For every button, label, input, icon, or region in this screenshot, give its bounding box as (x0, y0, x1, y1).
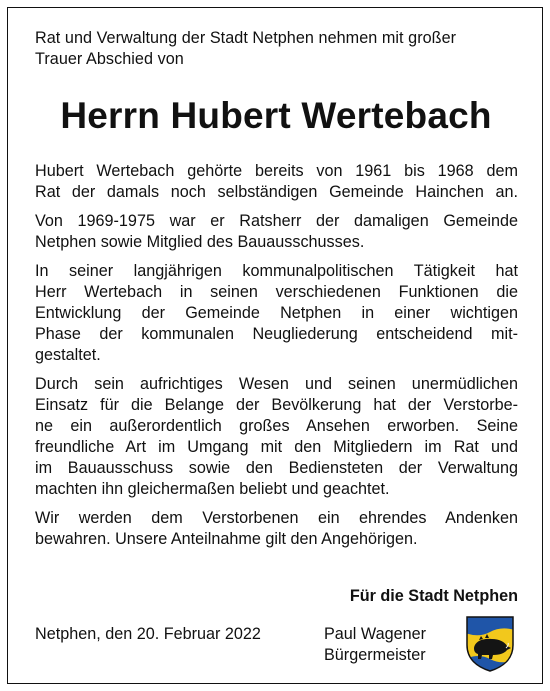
paragraph-line: Durch sein aufrichtiges Wesen und seinen unermüdlichen (35, 375, 518, 393)
on-behalf-line: Für die Stadt Netphen (349, 587, 518, 605)
paragraph-line: Hubert Wertebach gehörte bereits von 1961 bis 1968 dem (35, 162, 518, 180)
netphen-coat-of-arms-icon (465, 615, 515, 673)
paragraph-line: Entwicklung der Gemeinde Netphen in einer wichtigen (35, 304, 518, 322)
paragraph-line: Rat der damals noch selbständigen Gemeinde Hainchen an. (35, 183, 518, 201)
paragraph-councillor (35, 211, 518, 253)
paragraph-line: In seiner langjährigen kommunalpolitischen Tätigkeit hat (35, 262, 518, 280)
paragraph-line: Wir werden dem Verstorbenen ein ehrendes Andenken (35, 509, 518, 527)
signer (324, 624, 426, 666)
deceased-name: Herrn Hubert Wertebach (60, 95, 492, 136)
paragraph-line: im Bauausschuss sowie den Bediensteten der Verwaltung (35, 459, 518, 477)
intro-text (35, 28, 525, 70)
obituary-notice (7, 7, 543, 684)
signer-name: Paul Wagener (324, 625, 426, 643)
intro-line: Rat und Verwaltung der Stadt Netphen nehmen mit großer (35, 29, 457, 47)
paragraph-line: bewahren. Unsere Anteilnahme gilt den Angehörigen. (35, 530, 418, 548)
paragraph-line: Herr Wertebach in seinen verschiedenen Funktionen die (35, 283, 518, 301)
intro-line: Trauer Abschied von (35, 50, 184, 68)
paragraph-line: Einsatz für die Belange der Bevölkerung hat der Verstorbe- (35, 396, 518, 414)
paragraph-line: machten ihn gleichermaßen beliebt und geachtet. (35, 480, 390, 498)
paragraph-line: Phase der kommunalen Neugliederung entscheidend mit- (35, 325, 518, 343)
paragraph-line: Netphen sowie Mitglied des Bauausschusses. (35, 233, 365, 251)
paragraph-line: freundliche Art im Umgang mit den Mitgliedern im Rat und (35, 438, 518, 456)
paragraph-political-activity (35, 261, 518, 366)
paragraph-line: Von 1969-1975 war er Ratsherr der damaligen Gemeinde (35, 212, 518, 230)
paragraph-line: ne ein außerordentlich großes Ansehen erworben. Seine (35, 417, 518, 435)
signer-title: Bürgermeister (324, 646, 426, 664)
paragraph-council-membership (35, 161, 518, 203)
paragraph-character (35, 374, 518, 500)
paragraph-line: gestaltet. (35, 346, 101, 364)
obituary-body (35, 161, 518, 558)
paragraph-condolence (35, 508, 518, 550)
place-date: Netphen, den 20. Februar 2022 (35, 625, 261, 643)
signature-block (35, 586, 518, 666)
